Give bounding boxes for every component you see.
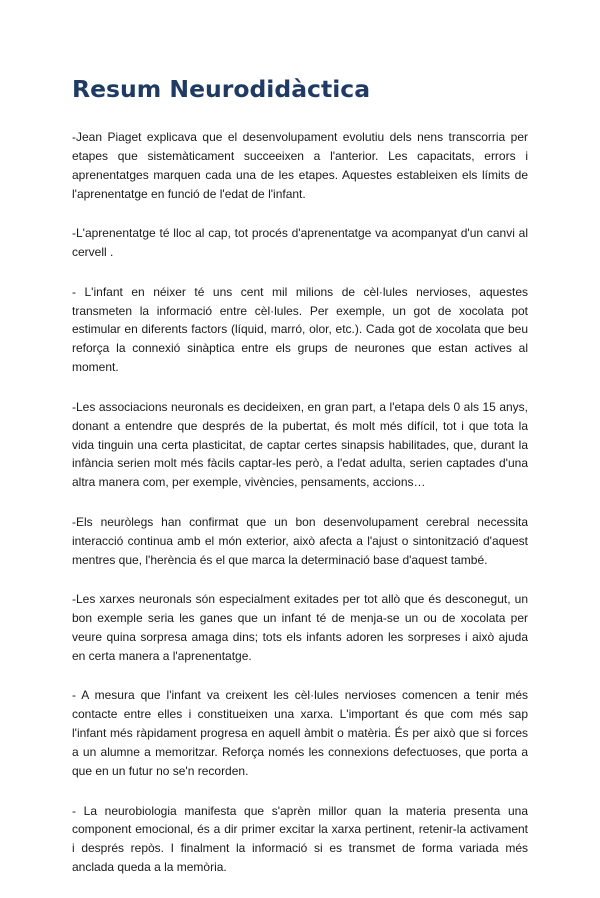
document-title: Resum Neurodidàctica [72, 75, 371, 103]
paragraph: - L'infant en néixer té uns cent mil milions de cèl·lules nervioses, aquestes transmeten la informació entre cèl·lules. Per exemple, un got de xocolata pot estimular en diferents factors (líquid, marró, olor, etc.). Cada got de xocolata que beu reforça la connexió sinàptica entre els grups de neurones que estan actives al moment. [72, 284, 528, 375]
paragraph: -Les xarxes neuronals són especialment exitades per tot allò que és desconegut, un bon exemple seria les ganes que un infant té de menja-se un ou de xocolata per veure quina sorpresa amaga dins; tots els infants adoren les sorpreses i això ajuda en certa manera a l'aprenentatge. [72, 592, 528, 663]
paragraph: - A mesura que l'infant va creixent les cèl·lules nervioses comencen a tenir més contacte entre elles i constitueixen una xarxa. L'important és que com més sap l'infant més ràpidament progresa en aquell àmbit o matèria. És per això que si forces a un alumne a memoritzar. Reforça només les connexions defectuoses, que porta a que en un futur no se'n recorden. [72, 688, 528, 779]
paragraph: -Jean Piaget explicava que el desenvolupament evolutiu dels nens transcorria per etapes que sistemàticament succeeixen a l'anterior. Les capacitats, errors i aprenentatges marquen cada una de les etapes. Aquestes estableixen els límits de l'aprenentatge en funció de l'edat de l'infant. [72, 130, 528, 201]
document-body [72, 128, 528, 898]
paragraph: -L'aprenentatge té lloc al cap, tot procés d'aprenentatge va acompanyat d'un canvi al cervell . [72, 226, 528, 260]
paragraph: - La neurobiologia manifesta que s'aprèn millor quan la materia presenta una component emocional, és a dir primer excitar la xarxa pertinent, retenir-la activament i després repòs. I finalment la informació si es transmet de forma variada més anclada queda a la memòria. [72, 803, 528, 875]
paragraph: -Els neuròlegs han confirmat que un bon desenvolupament cerebral necessita interacció continua amb el món exterior, això afecta a l'ajust o sintonització d'aquest mentres que, l'herència és el que marca la determinació base d'aquest també. [72, 514, 528, 567]
paragraph: -Les associacions neuronals es decideixen, en gran part, a l'etapa dels 0 als 15 anys, donant a entendre que després de la pubertat, és molt més difícil, tot i que tota la vida tinguin una certa plasticitat, de captar certes sinapsis habilitades, que, durant la infància serien molt més fàcils captar-les però, a l'edat adulta, serien captades d'una altra manera com, per exemple, vivències, pensaments, accions… [72, 399, 528, 490]
